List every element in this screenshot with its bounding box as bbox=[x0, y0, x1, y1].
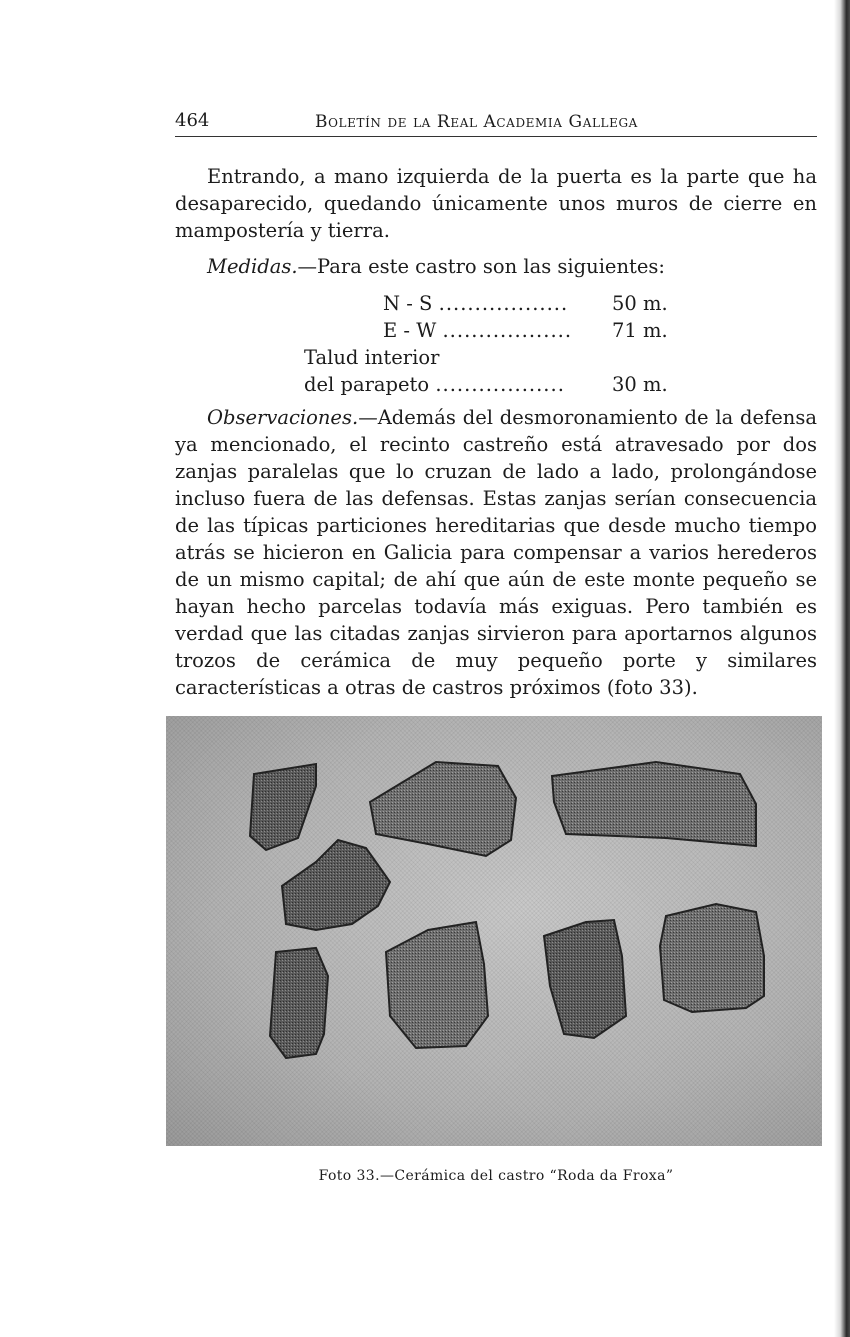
measure-dots: .................. bbox=[435, 373, 565, 396]
measure-label: Talud interior bbox=[304, 346, 440, 369]
paragraph-entrance: Entrando, a mano izquierda de la puerta es la parte que ha desaparecido, quedando únicamente unos muros de cierre en mampostería y tierra. bbox=[175, 165, 817, 242]
running-header bbox=[175, 106, 817, 137]
scan-edge bbox=[834, 0, 850, 1337]
shard-4 bbox=[282, 840, 390, 930]
measure-value: 71 m. bbox=[612, 319, 668, 342]
observations-label: Observaciones. bbox=[207, 406, 359, 429]
shard-6 bbox=[386, 922, 488, 1048]
shard-2 bbox=[370, 762, 516, 856]
measure-dots: .................. bbox=[438, 292, 569, 315]
shard-3 bbox=[552, 762, 756, 846]
ceramic-shards-illustration bbox=[166, 716, 822, 1146]
paragraph-measures-intro bbox=[175, 253, 817, 280]
measure-value: 30 m. bbox=[612, 373, 668, 396]
photo-ceramic-shards bbox=[166, 716, 822, 1146]
measure-row bbox=[383, 317, 572, 344]
running-title: Boletín de la Real Academia Gallega bbox=[315, 112, 638, 132]
page-number: 464 bbox=[175, 110, 210, 131]
observations-text: —Además del desmoronamiento de la defensa ya mencionado, el recinto castreño está atravesado por dos zanjas paralelas que lo cruzan de lado a lado, prolongándose incluso fuera de las defensas. Estas zanjas serían consecuencia de las típicas particiones hereditarias que desde mucho tiempo atrás se hicieron en Galicia para compensar a varios herederos de un mismo capital; de ahí que aún de este monte pequeño se hayan hecho parcelas todavía más exiguas. Pero también es verdad que las citadas zanjas sirvieron para aportarnos algunos trozos de cerámica de muy pequeño porte y similares características a otras de castros próximos (foto 33). bbox=[175, 406, 817, 699]
paragraph-observations bbox=[175, 404, 817, 701]
measures-label: Medidas. bbox=[207, 255, 298, 278]
measure-value: 50 m. bbox=[612, 292, 668, 315]
figure-caption: Foto 33.—Cerámica del castro “Roda da Froxa” bbox=[318, 1168, 674, 1184]
measure-label: E - W bbox=[383, 319, 437, 342]
shard-7 bbox=[544, 920, 626, 1038]
measure-row bbox=[304, 371, 565, 398]
measures-text: —Para este castro son las siguientes: bbox=[297, 255, 665, 278]
measure-label: del parapeto bbox=[304, 373, 430, 396]
shard-5 bbox=[270, 948, 328, 1058]
measure-dots: .................. bbox=[442, 319, 573, 342]
measure-row bbox=[383, 290, 568, 317]
measure-label: N - S bbox=[383, 292, 433, 315]
shard-8 bbox=[660, 904, 764, 1012]
measure-row bbox=[304, 344, 439, 371]
shard-1 bbox=[250, 764, 316, 850]
